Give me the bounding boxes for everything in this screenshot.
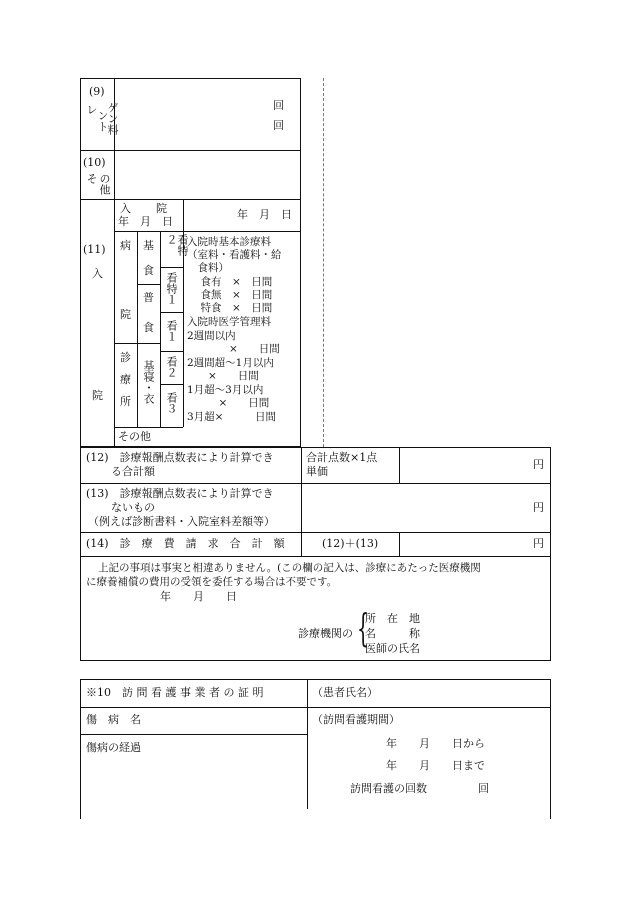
divider (80, 734, 307, 735)
detail-line: 3月超× 日間 (187, 411, 276, 423)
visit-count-label: 訪問看護の回数 (350, 782, 427, 795)
sec12-mid-1: 合計点数×1点 (306, 451, 378, 464)
institution-doctor: 医師の氏名 (365, 642, 420, 655)
divider (80, 707, 551, 708)
detail-line: 食有 × 日間 (190, 276, 273, 288)
sec11-number: (11) (83, 243, 106, 256)
sec14-label: (14) 診 療 費 請 求 合 計 額 (86, 537, 285, 550)
basic-meal-char-2: 食 (143, 264, 154, 277)
institution-name: 名 称 (365, 627, 420, 640)
detail-line: 特食 × 日間 (190, 302, 273, 314)
visit-count-unit: 回 (478, 782, 489, 795)
sec12-unit: 円 (533, 458, 544, 471)
sec12-label-1: (12) 診療報酬点数表により計算でき (86, 451, 274, 464)
divider (137, 284, 160, 285)
institution-address: 所 在 地 (365, 612, 420, 625)
sec13-unit: 円 (533, 501, 544, 514)
nurse-3: 看３ (165, 392, 178, 414)
admission-label-top: 入 院 (120, 202, 168, 215)
dashed-divider (323, 78, 324, 447)
detail-line: 入院時医学管理料 (187, 316, 271, 328)
divider (114, 427, 183, 428)
sec9-title-col2: ント (96, 110, 109, 132)
other-label: その他 (118, 430, 151, 443)
divider (80, 556, 551, 557)
clinic-char-2: 療 (120, 373, 131, 386)
nurse-toku1: 看特１ (165, 272, 178, 305)
divider (307, 679, 308, 809)
divider (160, 351, 183, 352)
sec10-number: (10) (83, 156, 106, 169)
detail-line: 食料） (187, 262, 229, 274)
visit-patient-label: （患者氏名） (312, 686, 378, 699)
normal-meal-char-1: 普 (143, 291, 154, 304)
visit-title: ※10 訪 問 看 護 事 業 者 の 証 明 (86, 686, 264, 699)
detail-line: 2週間以内 (187, 330, 236, 342)
sec14-mid: (12)＋(13) (322, 537, 379, 550)
sec11-char-bottom: 院 (92, 389, 103, 402)
sec14-unit: 円 (533, 537, 544, 550)
sec10-title-col2: の他 (98, 173, 111, 195)
divider (114, 343, 137, 344)
divider (160, 231, 161, 427)
certify-date: 年 月 日 (160, 590, 237, 603)
divider (80, 532, 551, 533)
detail-line: × 日間 (187, 397, 270, 409)
visit-from: 年 月 日から (386, 737, 485, 750)
divider (399, 447, 400, 483)
divider (301, 447, 302, 556)
normal-meal-char-2: 食 (143, 321, 154, 334)
nurse-2: 看２ (165, 356, 178, 378)
sec9-title-col1: レ (85, 104, 98, 115)
divider (80, 483, 551, 484)
detail-line: （室料・看護料・給 (187, 249, 282, 261)
divider (137, 231, 138, 427)
divider (137, 343, 160, 344)
detail-line: 入院時基本診療料 (187, 236, 271, 248)
certify-text-1: 上記の事項は事実と相違ありません。(この欄の記入は、診療にあたった医療機関 (98, 562, 481, 574)
sec9-unit-2: 回 (273, 119, 284, 132)
detail-line: 1月超〜3月以内 (187, 384, 264, 396)
detail-line: 2週間超〜1月以内 (187, 357, 274, 369)
divider (399, 532, 400, 556)
sec13-label-3: （例えば診断書料・入院室料差額等） (88, 515, 275, 528)
nurse-toku2: 看特２ (165, 234, 189, 256)
detail-line: 食無 × 日間 (190, 289, 273, 301)
visit-progress-label: 傷病の経過 (86, 741, 141, 754)
admission-date: 年 月 日 (237, 208, 292, 221)
institution-label: 診療機関の (298, 627, 353, 640)
hospital-char-2: 院 (120, 308, 131, 321)
detail-line: × 日間 (187, 343, 280, 355)
sec12-mid-2: 単価 (306, 465, 328, 478)
sec12-label-2: る合計額 (100, 465, 155, 478)
certify-text-2: に療養補償の費用の受領を委任する場合は不要です。 (86, 576, 338, 588)
divider (114, 231, 301, 232)
sec9-title-col3: ゲン料 (106, 102, 119, 135)
divider (160, 384, 183, 385)
visit-to: 年 月 日まで (386, 759, 485, 772)
institution-brace: { (357, 606, 370, 650)
divider (160, 312, 183, 313)
divider (183, 199, 184, 231)
visit-period-label: （訪問看護期間） (312, 713, 400, 726)
sec13-label-1: (13) 診療報酬点数表により計算でき (86, 487, 274, 500)
sec10-title-col1: そ (85, 173, 98, 184)
sec9-number: (9) (89, 85, 105, 98)
sec9-unit-1: 回 (273, 99, 284, 112)
nurse-1: 看１ (165, 320, 178, 342)
visit-disease-label: 傷 病 名 (86, 713, 141, 726)
clinic-char-1: 診 (120, 351, 131, 364)
sec11-char-top: 入 (92, 267, 103, 280)
hospital-char-1: 病 (120, 239, 131, 252)
divider (160, 267, 183, 268)
clinic-char-3: 所 (120, 395, 131, 408)
basic-bedding: 基寝・衣 (142, 360, 155, 404)
admission-label-bottom: 年 月 日 (118, 215, 173, 228)
detail-line: × 日間 (187, 370, 259, 382)
sec13-label-2: ないもの (100, 501, 155, 514)
basic-meal-char-1: 基 (143, 239, 154, 252)
